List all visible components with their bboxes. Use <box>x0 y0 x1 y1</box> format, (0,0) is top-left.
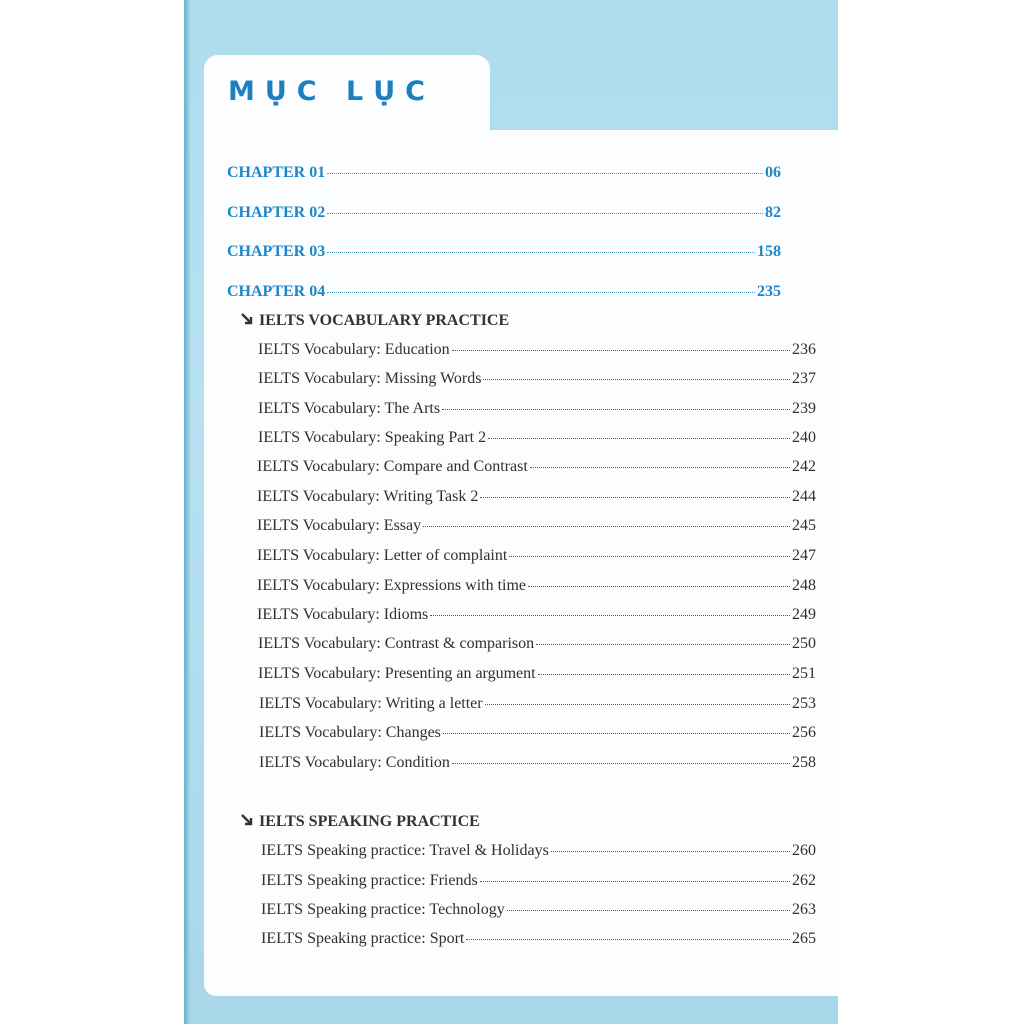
page-number: 239 <box>792 400 816 417</box>
toc-item[interactable] <box>258 370 816 388</box>
toc-item[interactable] <box>261 930 816 948</box>
toc-item[interactable] <box>259 724 816 742</box>
page-number: 235 <box>757 283 781 300</box>
dot-leader <box>452 763 790 764</box>
toc-item[interactable] <box>258 665 816 683</box>
page-number: 248 <box>792 577 816 594</box>
toc-item[interactable] <box>261 842 816 860</box>
dot-leader <box>483 379 790 380</box>
dot-leader <box>485 704 790 705</box>
item-title: IELTS Speaking practice: Friends <box>261 872 478 889</box>
arrow-down-right-icon <box>240 312 254 326</box>
page-number: 82 <box>765 204 781 221</box>
page-number: 251 <box>792 665 816 682</box>
page-number: 260 <box>792 842 816 859</box>
dot-leader <box>327 252 755 253</box>
toc-item[interactable] <box>257 606 816 624</box>
toc-item[interactable] <box>261 901 816 919</box>
item-title: IELTS Vocabulary: Expressions with time <box>257 577 527 594</box>
dot-leader <box>327 173 763 174</box>
item-title: IELTS Vocabulary: Changes <box>259 724 441 741</box>
dot-leader <box>452 350 790 351</box>
book-spine-edge <box>184 0 190 1024</box>
page-number: 247 <box>792 547 816 564</box>
dot-leader <box>480 497 790 498</box>
item-title: IELTS Vocabulary: Contrast & comparison <box>258 635 535 652</box>
page-title: MỤC LỤC <box>228 76 435 107</box>
dot-leader <box>466 939 790 940</box>
dot-leader <box>551 851 790 852</box>
item-title: IELTS Vocabulary: Writing a letter <box>259 695 483 712</box>
toc-item[interactable] <box>257 517 816 535</box>
toc-chapter[interactable] <box>227 204 781 222</box>
dot-leader <box>530 467 790 468</box>
item-title: IELTS Vocabulary: Condition <box>259 754 450 771</box>
chapter-label: CHAPTER 02 <box>227 204 326 221</box>
page-number: 158 <box>757 243 781 260</box>
item-title: IELTS Speaking practice: Technology <box>261 901 505 918</box>
dot-leader <box>327 292 755 293</box>
toc-item[interactable] <box>259 754 816 772</box>
item-title: IELTS Vocabulary: Writing Task 2 <box>257 488 479 505</box>
toc-chapter[interactable] <box>227 283 781 301</box>
item-title: IELTS Vocabulary: The Arts <box>258 400 441 417</box>
toc-item[interactable] <box>257 458 816 476</box>
toc-item[interactable] <box>257 577 816 595</box>
dot-leader <box>327 213 763 214</box>
item-title: IELTS Vocabulary: Compare and Contrast <box>257 458 528 475</box>
item-title: IELTS Speaking practice: Sport <box>261 930 465 947</box>
dot-leader <box>507 910 790 911</box>
page-number: 236 <box>792 341 816 358</box>
dot-leader <box>509 556 790 557</box>
section-heading-text: IELTS SPEAKING PRACTICE <box>259 813 480 830</box>
page-number: 258 <box>792 754 816 771</box>
dot-leader <box>442 409 790 410</box>
page-number: 244 <box>792 488 816 505</box>
toc-item[interactable] <box>259 695 816 713</box>
item-title: IELTS Vocabulary: Education <box>258 341 450 358</box>
dot-leader <box>443 733 790 734</box>
page-number: 237 <box>792 370 816 387</box>
toc-item[interactable] <box>258 635 816 653</box>
chapter-label: CHAPTER 03 <box>227 243 326 260</box>
dot-leader <box>423 526 790 527</box>
page-number: 249 <box>792 606 816 623</box>
page-number: 250 <box>792 635 816 652</box>
page-number: 265 <box>792 930 816 947</box>
page-number: 263 <box>792 901 816 918</box>
page-number: 262 <box>792 872 816 889</box>
dot-leader <box>538 674 790 675</box>
item-title: IELTS Vocabulary: Speaking Part 2 <box>258 429 487 446</box>
dot-leader <box>430 615 790 616</box>
section-heading <box>240 312 509 330</box>
item-title: IELTS Vocabulary: Presenting an argument <box>258 665 536 682</box>
page-number: 240 <box>792 429 816 446</box>
toc-chapter[interactable] <box>227 243 781 261</box>
section-heading-text: IELTS VOCABULARY PRACTICE <box>259 312 510 329</box>
toc-item[interactable] <box>258 400 816 418</box>
arrow-down-right-icon <box>240 813 254 827</box>
dot-leader <box>528 586 790 587</box>
dot-leader <box>488 438 790 439</box>
page-number: 242 <box>792 458 816 475</box>
toc-chapter[interactable] <box>227 164 781 182</box>
toc-item[interactable] <box>258 341 816 359</box>
dot-leader <box>480 881 790 882</box>
item-title: IELTS Vocabulary: Idioms <box>257 606 429 623</box>
dot-leader <box>536 644 790 645</box>
chapter-label: CHAPTER 04 <box>227 283 326 300</box>
chapter-label: CHAPTER 01 <box>227 164 326 181</box>
page-number: 256 <box>792 724 816 741</box>
page-number: 245 <box>792 517 816 534</box>
item-title: IELTS Speaking practice: Travel & Holidays <box>261 842 549 859</box>
item-title: IELTS Vocabulary: Letter of complaint <box>257 547 508 564</box>
item-title: IELTS Vocabulary: Missing Words <box>258 370 482 387</box>
toc-item[interactable] <box>257 488 816 506</box>
page-number: 253 <box>792 695 816 712</box>
toc-item[interactable] <box>257 547 816 565</box>
toc-item[interactable] <box>261 872 816 890</box>
page-number: 06 <box>765 164 781 181</box>
item-title: IELTS Vocabulary: Essay <box>257 517 422 534</box>
section-heading <box>240 813 480 831</box>
toc-item[interactable] <box>258 429 816 447</box>
